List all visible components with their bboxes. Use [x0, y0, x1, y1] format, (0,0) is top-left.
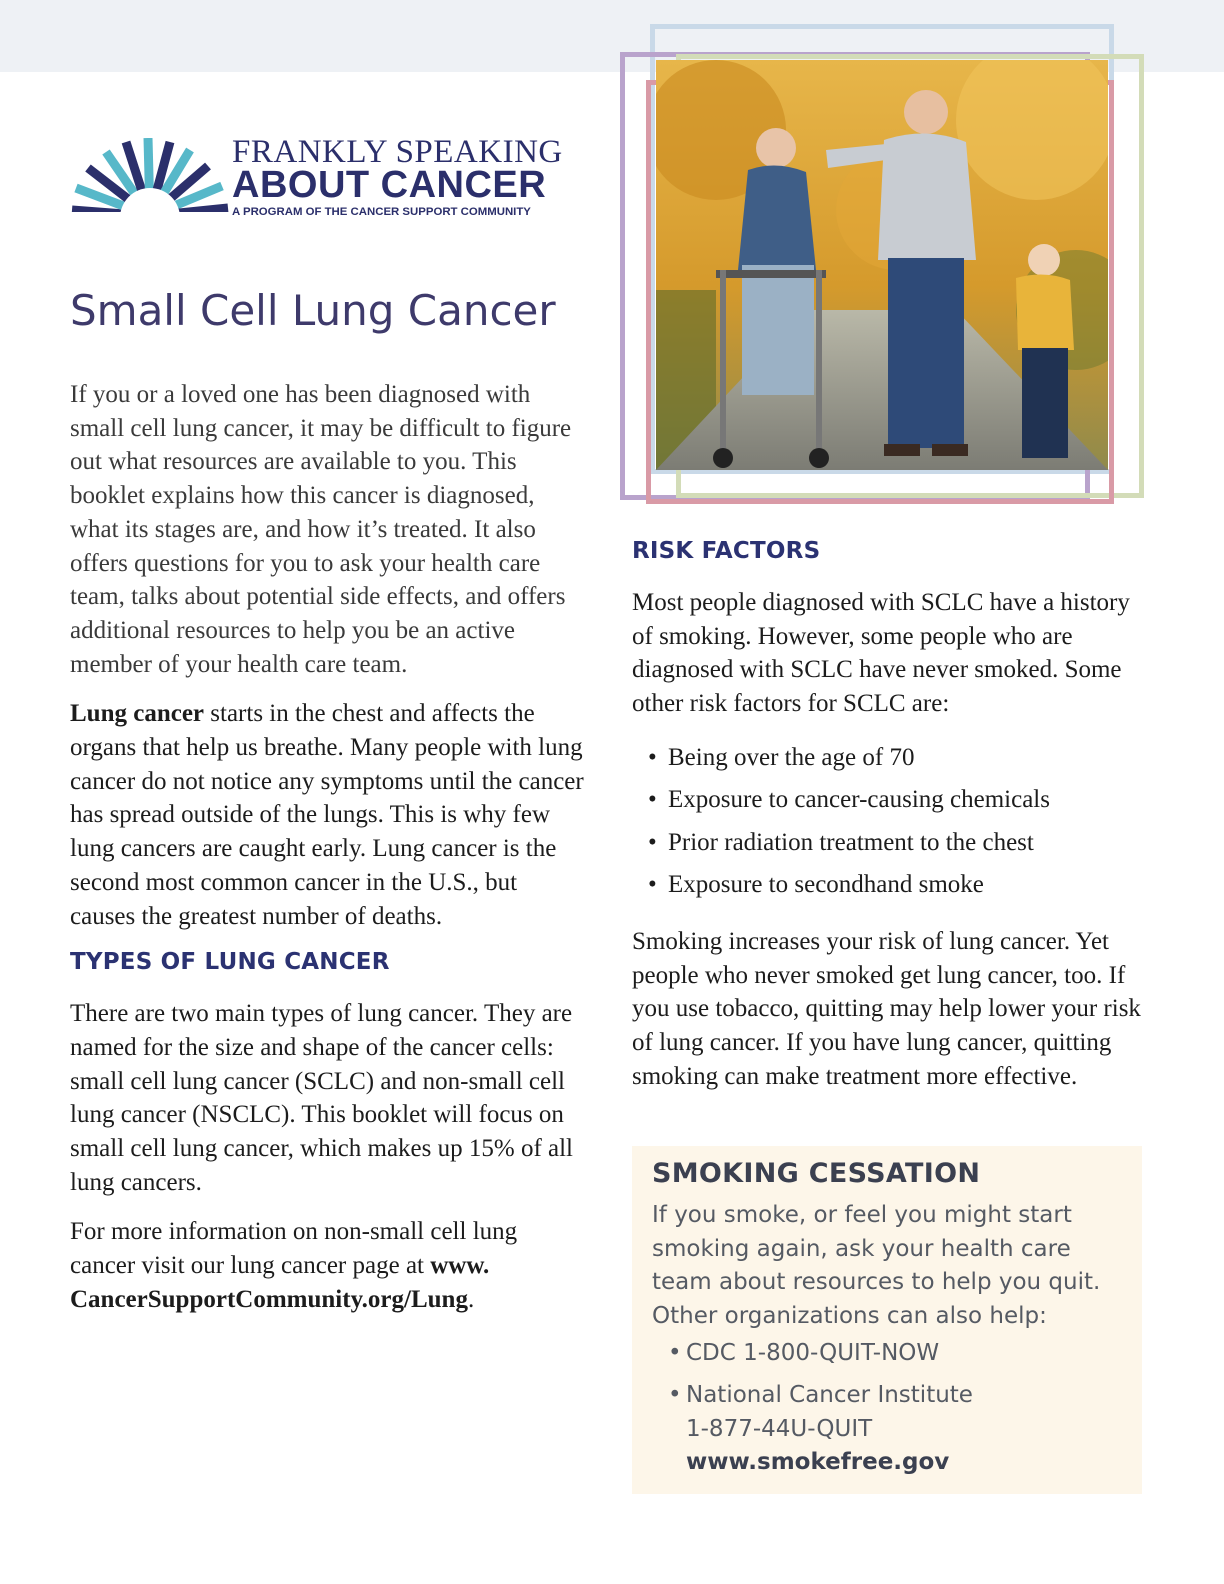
logo [70, 134, 580, 228]
logo-tagline: A PROGRAM OF THE CANCER SUPPORT COMMUNITY [232, 206, 531, 218]
risk-heading: RISK FACTORS [632, 538, 821, 564]
family-walking-photo [656, 60, 1108, 470]
sunburst-logo-icon [70, 138, 230, 220]
types-paragraph: There are two main types of lung cancer. They are named for the size and shape of the cancer cells: small cell lung cancer (SCLC) and non-small cell lung cancer (NSCLC). This booklet will focus on small cell lung cancer, which makes up 15% of all lung cancers. [70, 1000, 574, 1196]
hero-photo-block [620, 24, 1150, 510]
cessation-item-nci [652, 1379, 1122, 1480]
page-title: Small Cell Lung Cancer [70, 286, 556, 335]
more-info-link[interactable]: www. CancerSupportCommunity.org/Lung [70, 1252, 490, 1313]
smokefree-link[interactable]: www.smokefree.gov [686, 1449, 950, 1476]
cessation-item-cdc: • CDC 1-800-QUIT-NOW [652, 1337, 1122, 1371]
risk-item: • Exposure to cancer-causing chemicals [632, 779, 1142, 822]
logo-title-line2: ABOUT CANCER [232, 164, 547, 206]
smoking-paragraph: Smoking increases your risk of lung cancer. Yet people who never smoked get lung cancer, too. If you use tobacco, quitting may help lower your risk of lung cancer. If you have lung cancer, quitting smoking can make treatment more effective. [632, 927, 1141, 1090]
lung-cancer-paragraph [70, 697, 585, 933]
nci-phone: 1-877-44U-QUIT [686, 1415, 873, 1442]
logo-title-line1: FRANKLY SPEAKING [232, 134, 563, 170]
more-info-text: For more information on non-small cell lung cancer visit our lung cancer page at [70, 1218, 518, 1280]
risk-item: • Prior radiation treatment to the chest [632, 822, 1142, 865]
left-column [70, 378, 585, 1333]
cessation-heading: SMOKING CESSATION [652, 1158, 981, 1189]
lung-cancer-term: Lung cancer [70, 700, 205, 728]
types-heading: TYPES OF LUNG CANCER [70, 949, 390, 976]
right-column [632, 528, 1142, 1109]
risk-item: • Exposure to secondhand smoke [632, 864, 1142, 907]
risk-list [632, 737, 1142, 907]
more-info-paragraph [70, 1215, 585, 1316]
smoking-cessation-box [632, 1146, 1142, 1494]
cessation-text: If you smoke, or feel you might start smoking again, ask your health care team about resources to help you quit. Other organizations can also help: [652, 1202, 1101, 1329]
nci-name: • National Cancer Institute [686, 1381, 973, 1408]
risk-item: • Being over the age of 70 [632, 737, 1142, 780]
more-info-end: . [467, 1285, 475, 1313]
lung-cancer-text: starts in the chest and affects the organs that help us breathe. Many people with lung cancer do not notice any symptoms until the cancer has spread outside of the lungs. This is why few lung cancers are caught early. Lung cancer is the second most common cancer in the U.S., but causes the greatest number of deaths. [70, 700, 584, 930]
risk-intro: Most people diagnosed with SCLC have a history of smoking. However, some people who are diagnosed with SCLC have never smoked. Some other risk factors for SCLC are: [632, 589, 1130, 718]
intro-paragraph: If you or a loved one has been diagnosed with small cell lung cancer, it may be difficult to figure out what resources are available to you. This booklet explains how this cancer is diagnosed, what its stages are, and how it’s treated. It also offers questions for you to ask your health care team, talks about potential side effects, and offers additional resources to help you be an active member of your health care team. [70, 381, 572, 678]
cessation-list [652, 1337, 1122, 1479]
